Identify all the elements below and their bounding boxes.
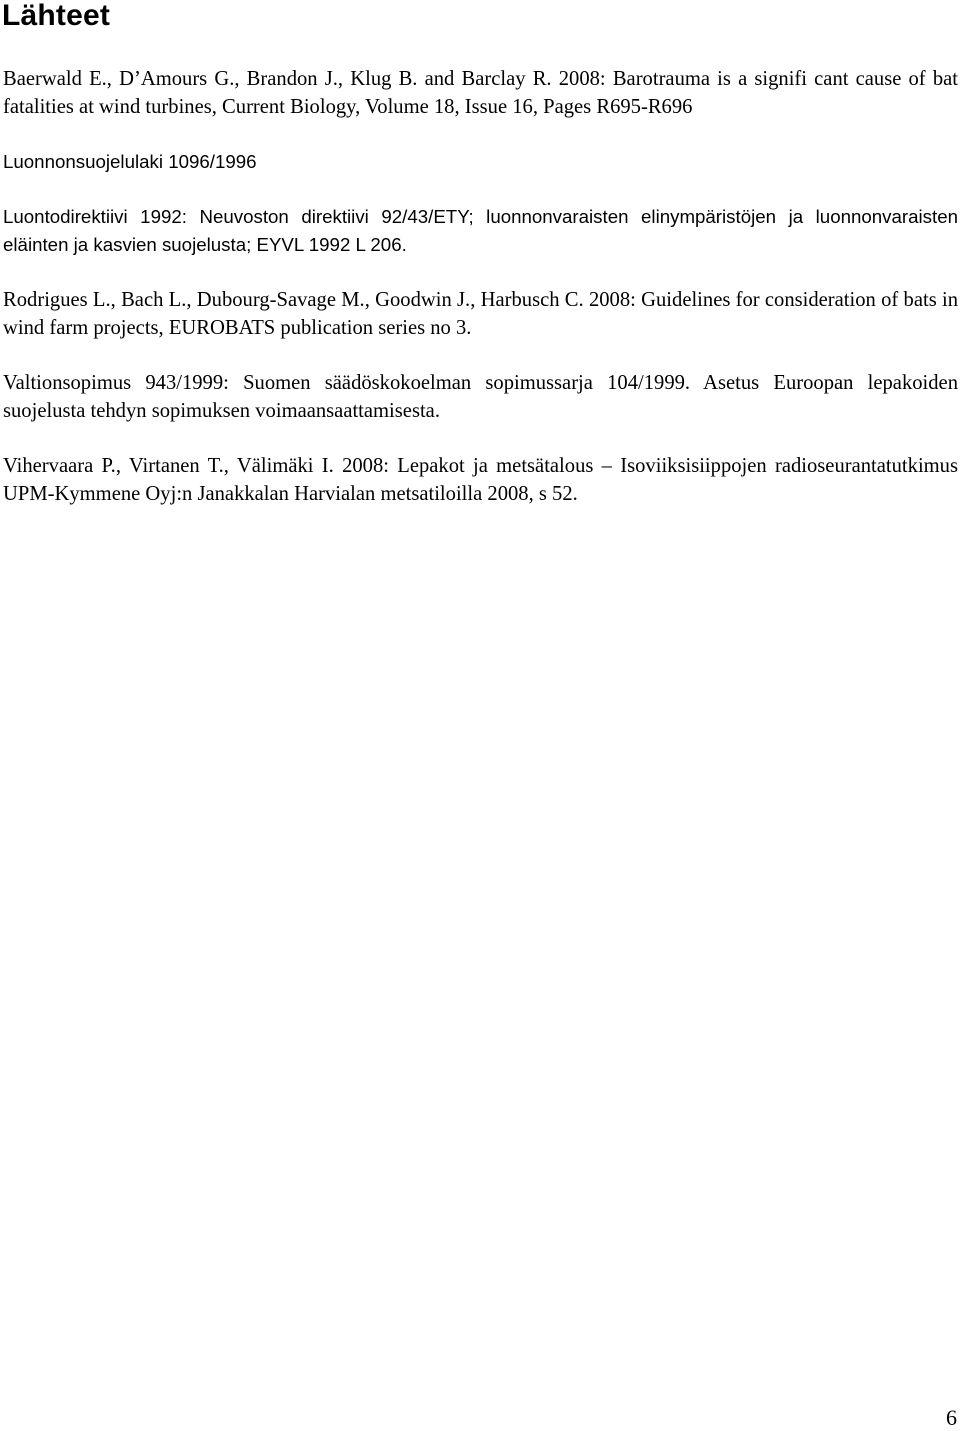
reference-item-baerwald: Baerwald E., D’Amours G., Brandon J., Klug B. and Barclay R. 2008: Barotrauma is a signifi cant cause of bat fatalities at wind turbines, Current Biology, Volume 18, Issue 16, Pages R695-R696	[3, 68, 958, 118]
reference-item-luontodirektiivi: Luontodirektiivi 1992: Neuvoston direktiivi 92/43/ETY; luonnonvaraisten elinympäristöjen ja luonnonvaraisten eläinten ja kasvien suojelusta; EYVL 1992 L 206.	[3, 206, 958, 255]
reference-item-vihervaara: Vihervaara P., Virtanen T., Välimäki I. 2008: Lepakot ja metsätalous – Isoviiksisiippojen radioseurantatutkimus UPM-Kymmene Oyj:n Janakkalan Harvialan metsatiloilla 2008, s 52.	[3, 455, 958, 505]
reference-item-luonnonsuojelulaki: Luonnonsuojelulaki 1096/1996	[3, 151, 257, 172]
page-title: Lähteet	[2, 0, 111, 32]
reference-list	[3, 65, 958, 535]
reference-item-rodrigues: Rodrigues L., Bach L., Dubourg-Savage M., Goodwin J., Harbusch C. 2008: Guidelines for consideration of bats in wind farm projects, EUROBATS publication series no 3.	[3, 289, 958, 339]
reference-item-valtionsopimus: Valtionsopimus 943/1999: Suomen säädöskokoelman sopimussarja 104/1999. Asetus Euroopan lepakoiden suojelusta tehdyn sopimuksen voimaansaattamisesta.	[3, 372, 958, 422]
page-number: 6	[946, 1405, 957, 1430]
